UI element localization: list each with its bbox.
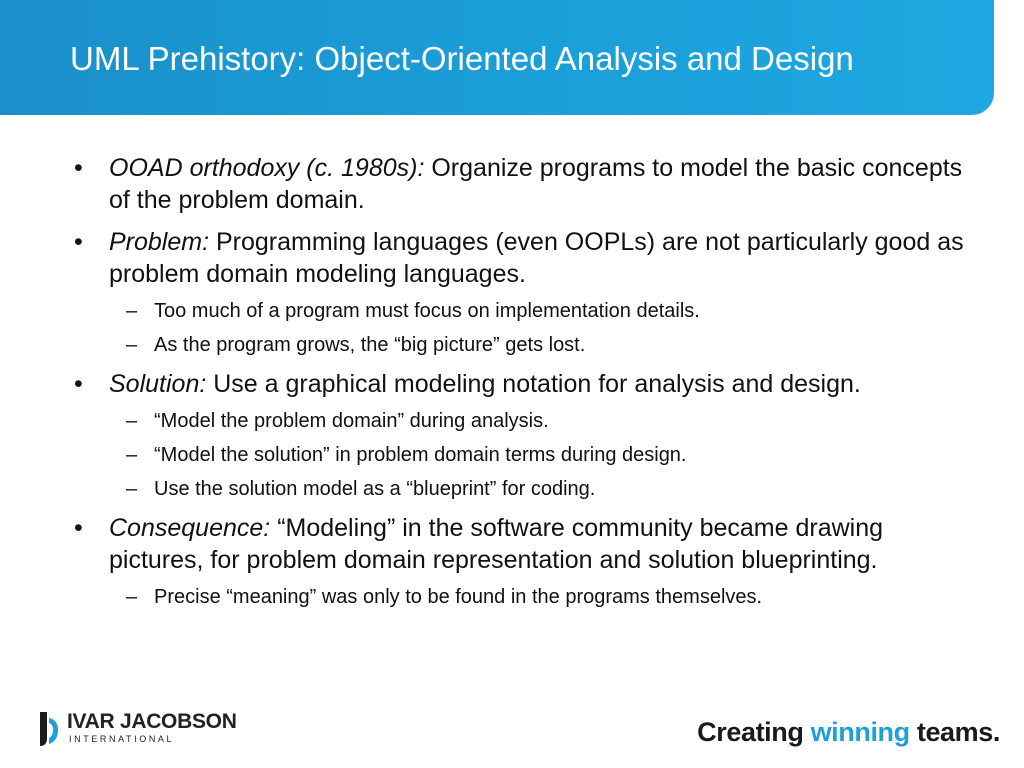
bullet-term: Consequence:: [109, 514, 271, 542]
logo-subtitle: INTERNATIONAL: [69, 734, 175, 744]
bullet-group-solution: [70, 368, 970, 502]
tagline-post: teams.: [909, 717, 1000, 747]
bullet-item: [70, 368, 970, 400]
slide-body: [70, 152, 970, 620]
dash-icon: –: [126, 444, 138, 466]
bullet-group-consequence: [70, 512, 970, 610]
title-bar: [0, 0, 994, 115]
tagline: [697, 717, 1000, 748]
sub-bullet-item: [70, 442, 970, 468]
dash-icon: –: [126, 478, 138, 500]
dash-icon: –: [126, 334, 138, 356]
bullet-group-problem: [70, 226, 970, 358]
bullet-term: Problem:: [109, 228, 210, 256]
dash-icon: –: [126, 586, 138, 608]
bullet-term: OOAD orthodoxy (c. 1980s):: [109, 154, 425, 182]
bullet-dot-icon: •: [74, 370, 83, 398]
sub-bullet-item: [70, 476, 970, 502]
bullet-dot-icon: •: [74, 514, 83, 542]
sub-bullet-text: “Model the solution” in problem domain terms during design.: [154, 444, 687, 466]
bullet-text: Use a graphical modeling notation for analysis and design.: [213, 370, 861, 398]
bullet-dot-icon: •: [74, 228, 83, 256]
bullet-text: Organize programs to model the basic concepts of the problem domain.: [109, 154, 963, 214]
sub-bullet-text: Precise “meaning” was only to be found in the programs themselves.: [154, 586, 763, 608]
bullet-term: Solution:: [109, 370, 207, 398]
sub-bullet-item: [70, 332, 970, 358]
bullet-item: [70, 226, 970, 290]
bullet-text: Programming languages (even OOPLs) are not particularly good as problem domain modeling languages.: [109, 228, 964, 288]
tagline-pre: Creating: [697, 717, 811, 747]
bullet-dot-icon: •: [74, 154, 83, 182]
sub-bullet-item: [70, 408, 970, 434]
logo-name: IVAR JACOBSON: [67, 710, 237, 733]
company-logo: [36, 708, 237, 748]
tagline-accent: winning: [810, 717, 910, 747]
bullet-group-ooad: [70, 152, 970, 216]
sub-bullet-item: [70, 584, 970, 610]
dash-icon: –: [126, 300, 138, 322]
sub-bullet-text: Too much of a program must focus on implementation details.: [154, 300, 700, 322]
bullet-item: [70, 152, 970, 216]
sub-bullet-text: “Model the problem domain” during analysis.: [154, 410, 549, 432]
slide-title: UML Prehistory: Object-Oriented Analysis and Design: [70, 40, 854, 77]
sub-bullet-text: Use the solution model as a “blueprint” for coding.: [154, 478, 596, 500]
sub-bullet-text: As the program grows, the “big picture” gets lost.: [154, 334, 586, 356]
sub-bullet-item: [70, 298, 970, 324]
bullet-text: “Modeling” in the software community became drawing pictures, for problem domain representation and solution blueprinting.: [109, 514, 884, 574]
bullet-item: [70, 512, 970, 576]
dash-icon: –: [126, 410, 138, 432]
ij-logo-icon: [36, 708, 62, 748]
